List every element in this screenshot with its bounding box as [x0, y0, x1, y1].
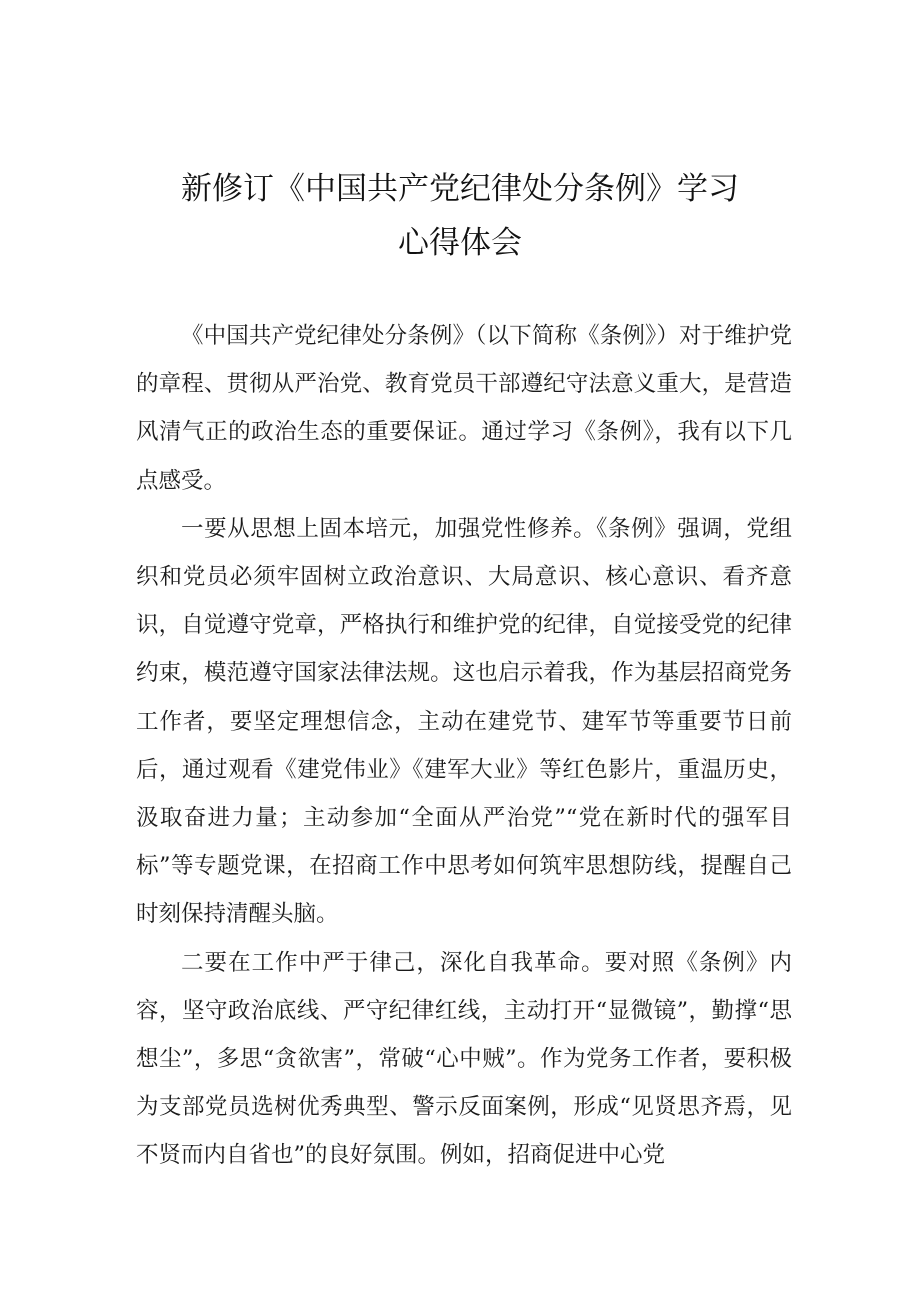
paragraph-point-two: 二要在工作中严于律己，深化自我革命。要对照《条例》内容，坚守政治底线、严守纪律红线，主动打开“显微镜”，勤撑“思想尘”，多思“贪欲害”，常破“心中贼”。作为党务工作者，要积极为支部党员选树优秀典型、警示反面案例，形成“见贤思齐焉，见不贤而内自省也”的良好氛围。例如，招商促进中心党 [136, 949, 792, 1169]
title-line-2: 心得体会 [398, 225, 522, 261]
page-title [100, 162, 820, 270]
title-line-1: 新修订《中国共产党纪律处分条例》学习 [181, 171, 739, 207]
paragraph-point-one: 一要从思想上固本培元，加强党性修养。《条例》强调，党组织和党员必须牢固树立政治意识、大局意识、核心意识、看齐意识，自觉遵守党章，严格执行和维护党的纪律，自觉接受党的纪律约束，模范遵守国家法律法规。这也启示着我，作为基层招商党务工作者，要坚定理想信念，主动在建党节、建军节等重要节日前后，通过观看《建党伟业》《建军大业》等红色影片，重温历史，汲取奋进力量；主动参加“全面从严治党”“党在新时代的强军目标”等专题党课，在招商工作中思考如何筑牢思想防线，提醒自己时刻保持清醒头脑。 [136, 515, 792, 928]
paragraph-intro: 《中国共产党纪律处分条例》（以下简称《条例》）对于维护党的章程、贯彻从严治党、教育党员干部遵纪守法意义重大，是营造风清气正的政治生态的重要保证。通过学习《条例》，我有以下几点感受。 [136, 323, 792, 494]
document-body [136, 312, 792, 1180]
